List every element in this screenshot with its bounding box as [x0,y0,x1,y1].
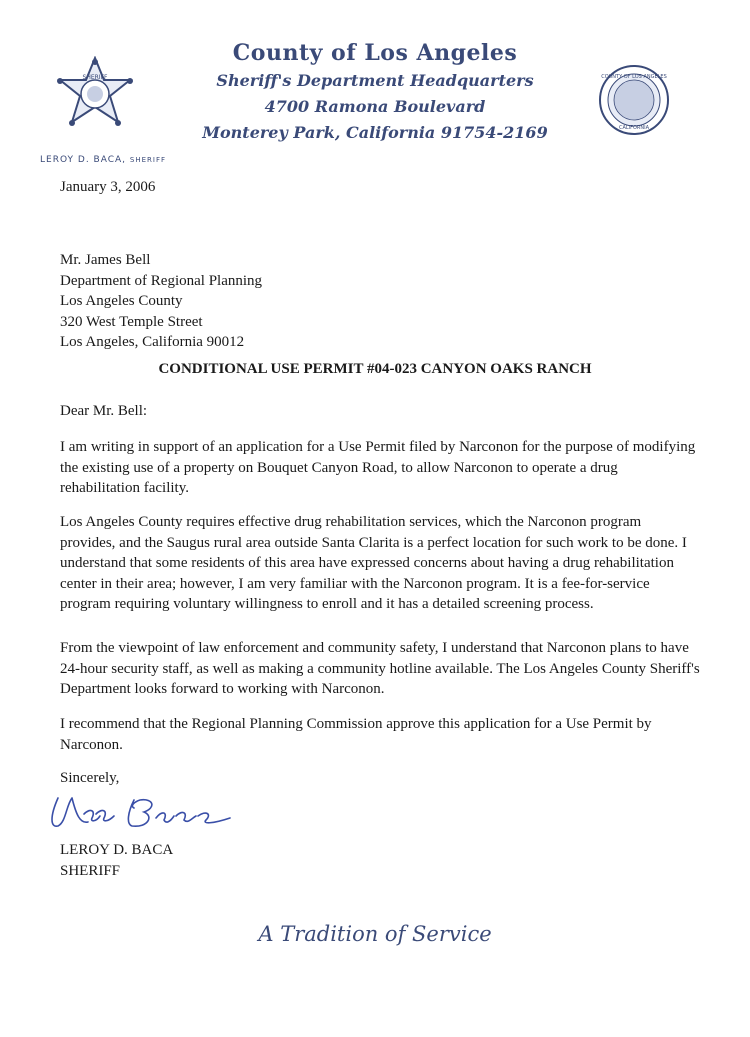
letterhead-city: Monterey Park, California 91754-2169 [202,123,548,142]
letter-date: January 3, 2006 [60,179,156,195]
sheriff-name: LEROY D. BACA, [40,155,127,165]
county-seal [598,64,670,136]
signer-title: SHERIFF [60,863,121,879]
body-paragraph: I recommend that the Regional Planning Commission approve this application for a Use Permit by Narconon. [60,716,652,753]
recipient-city: Los Angeles, California 90012 [60,334,245,350]
handwritten-signature [36,788,256,838]
footer-motto: A Tradition of Service [258,922,492,946]
sheriff-title: SHERIFF [129,156,167,164]
recipient-department: Department of Regional Planning [60,272,263,289]
body-paragraph: I am writing in support of an application for a Use Permit filed by Narconon for the purpose of modifying the existing use of a property on Bouquet Canyon Road, to allow Narconon to operate a drug rehabilitation facility. [60,439,696,496]
body-paragraph: From the viewpoint of law enforcement and community safety, I understand that Narconon plans to have 24-hour security staff, as well as making a community hotline available. The Los Angeles County Sheriff's Department looks forward to working with Narconon. [60,640,700,697]
body-paragraph: Los Angeles County requires effective drug rehabilitation services, which the Narconon program provides, and the Saugus rural area outside Santa Clarita is a perfect location for such work to be done. I understand that some residents of this area have expressed concerns about having a drug rehabilitation center in their area; however, I am very familiar with the Narconon program. It is a fee-for-service program requiring voluntary willingness to enroll and it has a detailed screening process. [60,514,687,612]
svg-text:SHERIFF: SHERIFF [82,74,108,81]
svg-text:COUNTY OF LOS ANGELES: COUNTY OF LOS ANGELES [601,74,667,80]
salutation: Dear Mr. Bell: [60,403,148,419]
svg-text:CALIFORNIA: CALIFORNIA [618,125,650,131]
recipient-name: Mr. James Bell [60,252,151,268]
sheriff-name-line [40,155,166,165]
signer-name: LEROY D. BACA [60,842,174,858]
recipient-address [60,250,262,353]
letterhead-street: 4700 Ramona Boulevard [264,97,486,116]
recipient-organization: Los Angeles County [60,293,183,309]
closing: Sincerely, [60,770,120,786]
subject-line: CONDITIONAL USE PERMIT #04-023 CANYON OAKS RANCH [158,361,592,377]
letterhead-title: County of Los Angeles [232,40,518,66]
letterhead-subtitle: Sheriff's Department Headquarters [216,71,534,90]
recipient-street: 320 West Temple Street [60,313,203,330]
